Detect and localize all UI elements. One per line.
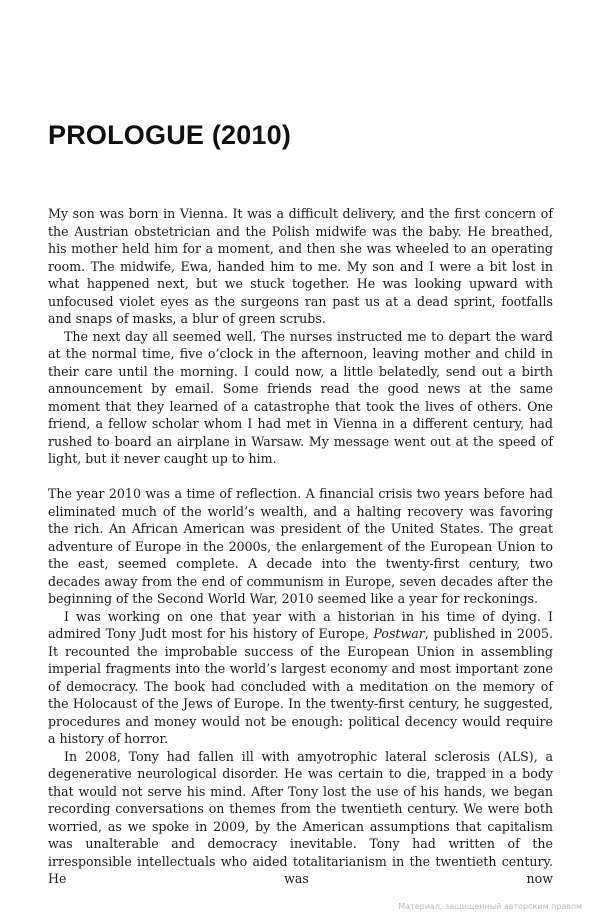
paragraph-birth: My son was born in Vienna. It was a difficult delivery, and the first concern of the Austrian obstetrician and the Polish midwife was the baby. He breathed, his mother held him for a moment, and then she was wheeled to an operating room. The midwife, Ewa, handed him to me. My son and I were a bit lost in what happened next, but we stuck together. He was looking upward with unfocused violet eyes as the surgeons ran past us at a dead sprint, footfalls and snaps of masks, a blur of green scrubs. — [48, 206, 553, 326]
book-title-postwar: Postwar — [373, 626, 425, 641]
copyright-watermark: Материал, защищенный авторским правом — [398, 902, 582, 911]
paragraph-als: In 2008, Tony had fallen ill with amyotrophic lateral sclerosis (ALS), a degenerative neurological disorder. He was certain to die, trapped in a body that would not serve his mind. After Tony lost the use of his hands, we began recording conversations on themes from the twentieth century. We were both worried, as we spoke in 2009, by the American assumptions that capitalism was unalterable and democracy inevitable. Tony had written of the irresponsible intellectuals who aided totalitarianism in the twentieth century. He was now — [48, 748, 553, 886]
chapter-title: PROLOGUE (2010) — [48, 120, 292, 150]
body-text — [48, 205, 553, 888]
paragraph-next-day: The next day all seemed well. The nurses instructed me to depart the ward at the normal time, five o’clock in the afternoon, leaving mother and child in their care until the morning. I could now, a little belatedly, send out a birth announcement by email. Some friends read the good news at the same moment that they learned of a catastrophe that took the lives of others. One friend, a fellow scholar whom I had met in Vienna in a different century, had rushed to board an airplane in Warsaw. My message went out at the speed of light, but it never caught up to him. — [48, 328, 553, 466]
paragraph-year-2010: The year 2010 was a time of reflection. A financial crisis two years before had eliminated much of the world’s wealth, and a halting recovery was favoring the rich. An African American was president of the United States. The great adventure of Europe in the 2000s, the enlargement of the European Union to the east, seemed complete. A decade into the twenty-first century, two decades away from the end of communism in Europe, seven decades after the beginning of the Second World War, 2010 seemed like a year for reckonings. — [48, 486, 553, 606]
judt-text-start: I was working on one that year with a historian in his time of dying. I admired Tony Judt most for his history of Europe, — [48, 608, 553, 641]
paragraph-tony-judt — [48, 608, 553, 748]
judt-text-end: , published in 2005. It recounted the improbable success of the European Union in assembling imperial fragments into the world’s largest economy and most important zone of democracy. The book had concluded with a meditation on the memory of the Holocaust of the Jews of Europe. In the twenty-first century, he suggested, procedures and money would not be enough: political decency would require a history of horror. — [48, 626, 553, 746]
